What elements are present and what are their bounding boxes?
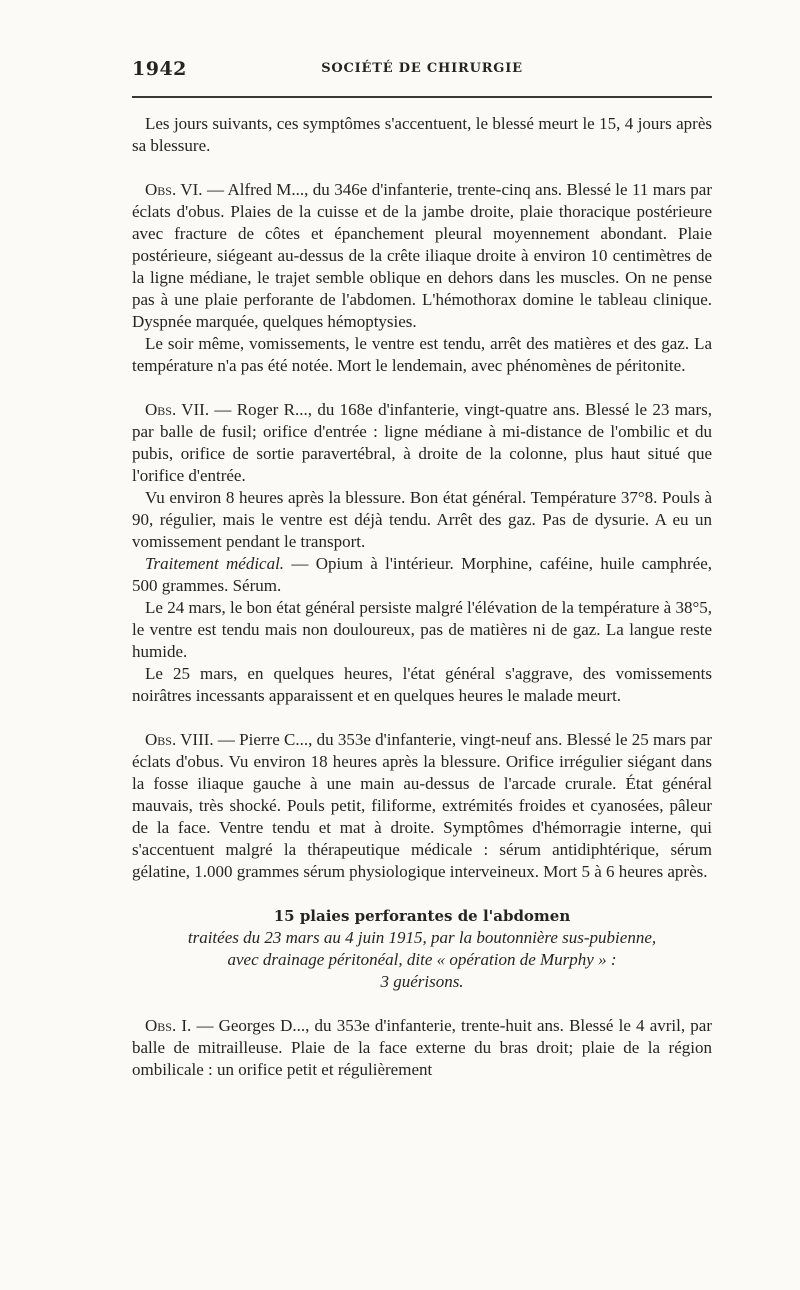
observation-vi — [132, 179, 712, 333]
observation-i — [132, 1015, 712, 1081]
paragraph-text: Le soir même, vomissements, le ventre est tendu, arrêt des matières et des gaz. La température n'a pas été notée. Mort le lendemain, avec phénomènes de péritonite. — [132, 334, 712, 375]
subtitle-line: avec drainage péritonéal, dite « opération de Murphy » : — [227, 950, 617, 969]
paragraph — [132, 487, 712, 553]
paragraph — [132, 597, 712, 663]
paragraph-text: Le 24 mars, le bon état général persiste malgré l'élévation de la température à 38°5, le ventre est tendu mais non douloureux, pas de matières ni de gaz. La langue reste humide. — [132, 598, 712, 661]
paragraph — [132, 333, 712, 377]
body-text — [132, 113, 712, 1081]
treatment-label: Traitement médical. — [145, 554, 285, 573]
page-header — [132, 58, 712, 86]
paragraph-text: Le 25 mars, en quelques heures, l'état général s'aggrave, des vomissements noirâtres incessants apparaissent et en quelques heures le malade meurt. — [132, 664, 712, 705]
paragraph-text: Vu environ 8 heures après la blessure. Bon état général. Température 37°8. Pouls à 90, régulier, mais le ventre est déjà tendu. Arrêt des gaz. Pas de dysurie. A eu un vomissement pendant le transport. — [132, 488, 712, 551]
observation-label: Obs. VII. — [145, 400, 210, 419]
paragraph-intro — [132, 113, 712, 157]
observation-label: Obs. VIII. — [145, 730, 214, 749]
header-rule — [132, 96, 712, 98]
observation-label: Obs. VI. — [145, 180, 203, 199]
subtitle-line: traitées du 23 mars au 4 juin 1915, par la boutonnière sus-pubienne, — [187, 928, 657, 947]
page-number: 1942 — [132, 58, 187, 80]
observation-text: — Alfred M..., du 346e d'infanterie, trente-cinq ans. Blessé le 11 mars par éclats d'obus. Plaies de la cuisse et de la jambe droite, plaie thoracique postérieure avec fracture de côtes et épanchement pleural moyennement abondant. Plaie postérieure, siégeant au-dessus de la crête iliaque droite à environ 10 centimètres de la ligne médiane, le trajet semble oblique en dehors dans les muscles. On ne pense pas à une plaie perforante de l'abdomen. L'hémothorax domine le tableau clinique. Dyspnée marquée, quelques hémoptysies. — [132, 180, 712, 331]
paragraph — [132, 663, 712, 707]
observation-vii — [132, 399, 712, 487]
section-subtitle — [132, 927, 712, 993]
paragraph — [132, 553, 712, 597]
running-title: SOCIÉTÉ DE CHIRURGIE — [321, 61, 523, 76]
observation-text: — Georges D..., du 353e d'infanterie, trente-huit ans. Blessé le 4 avril, par balle de mitrailleuse. Plaie de la face externe du bras droit; plaie de la région ombilicale : un orifice petit et régulièrement — [132, 1016, 712, 1079]
section-title: 15 plaies perforantes de l'abdomen — [273, 907, 571, 925]
observation-text: — Roger R..., du 168e d'infanterie, vingt-quatre ans. Blessé le 23 mars, par balle de fusil; orifice d'entrée : ligne médiane à mi-distance de l'ombilic et du pubis, orifice de sortie paravertébral, à droite de la colonne, plus haut situé que l'orifice d'entrée. — [132, 400, 713, 485]
paragraph-text: Les jours suivants, ces symptômes s'accentuent, le blessé meurt le 15, 4 jours après sa blessure. — [132, 114, 712, 155]
observation-viii — [132, 729, 712, 883]
observation-text: — Pierre C..., du 353e d'infanterie, vingt-neuf ans. Blessé le 25 mars par éclats d'obus. Vu environ 18 heures après la blessure. Orifice irrégulier siégant dans la fosse iliaque gauche à une main au-dessus de l'arcade crurale. État général mauvais, très shocké. Pouls petit, filiforme, extrémités froides et cyanosées, pâleur de la face. Ventre tendu et mat à droite. Symptômes d'hémorragie interne, qui s'accentuent malgré la thérapeutique médicale : sérum antidiphtérique, sérum gélatine, 1.000 grammes sérum physiologique interveineux. Mort 5 à 6 heures après. — [132, 730, 712, 881]
paragraph-text: — Opium à l'intérieur. Morphine, caféine, huile camphrée, 500 grammes. Sérum. — [132, 554, 713, 595]
subtitle-line: 3 guérisons. — [380, 972, 464, 991]
observation-label: Obs. I. — [145, 1016, 192, 1035]
